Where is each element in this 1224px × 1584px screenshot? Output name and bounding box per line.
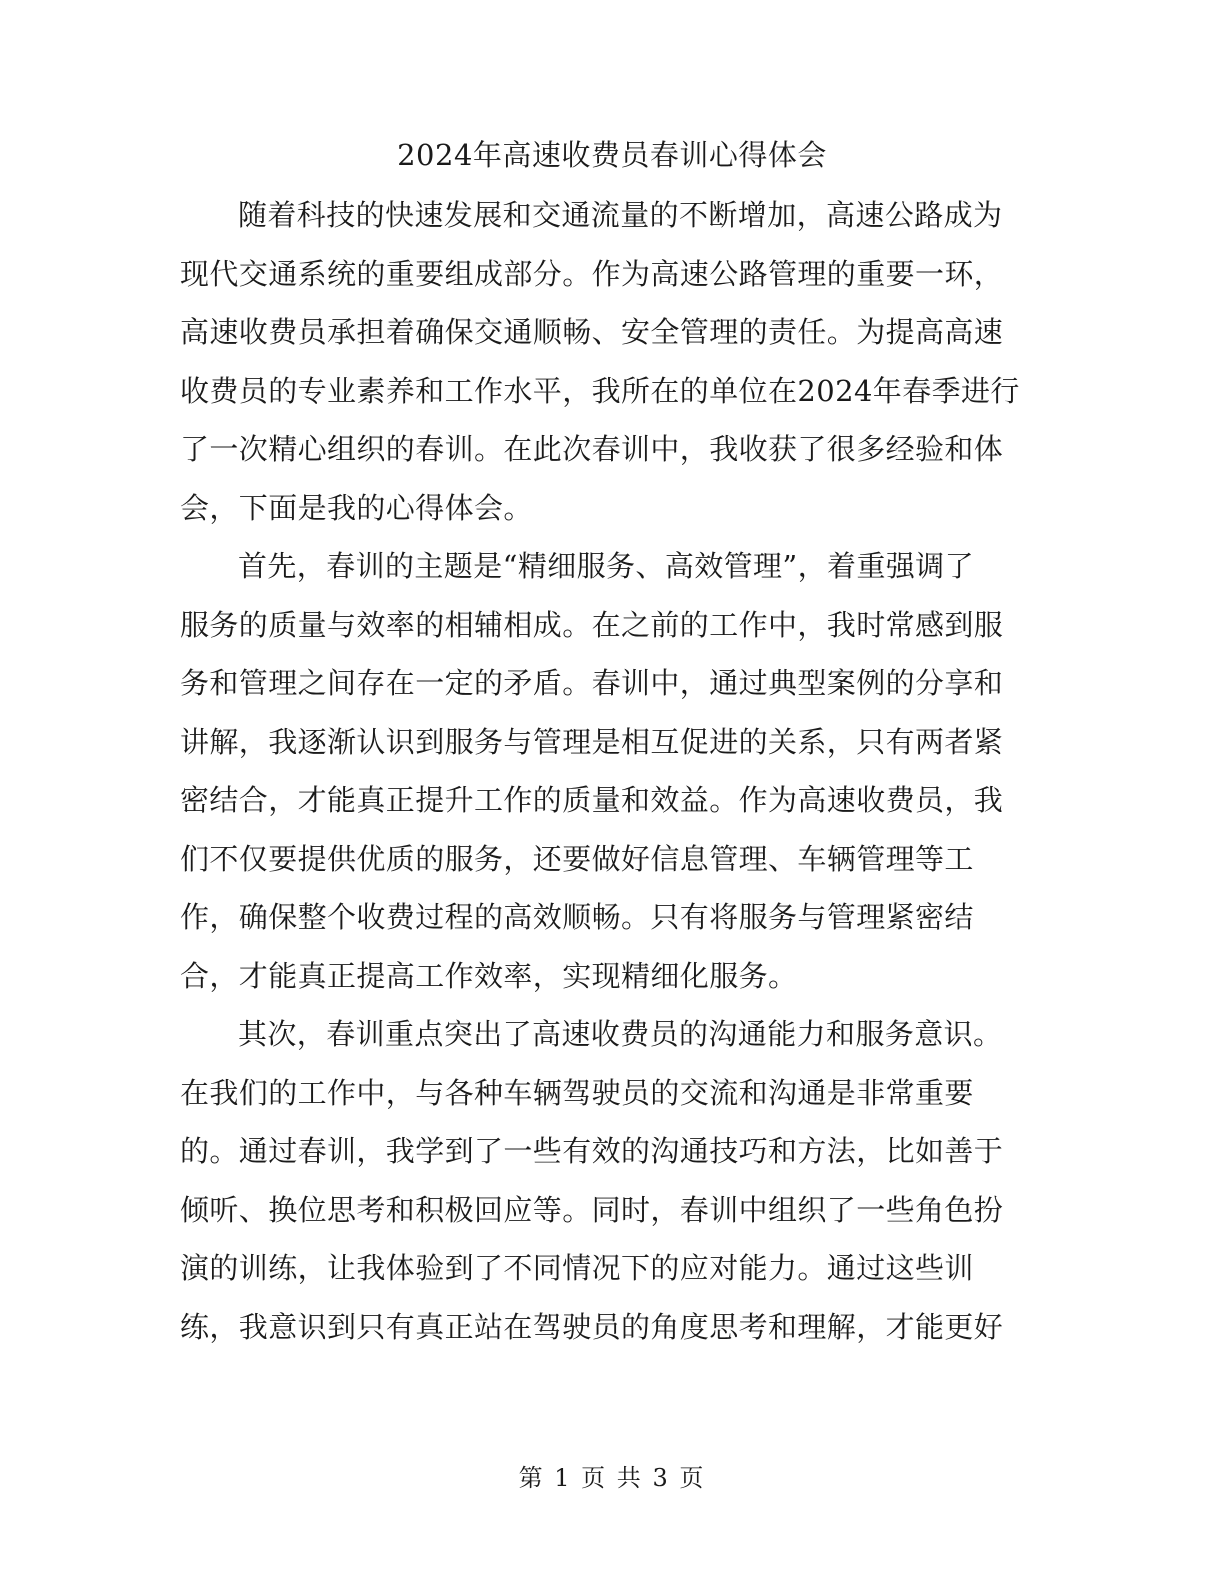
text-line: 高速收费员承担着确保交通顺畅、安全管理的责任。为提高高速 bbox=[180, 315, 1004, 349]
text-line: 作，确保整个收费过程的高效顺畅。只有将服务与管理紧密结 bbox=[180, 900, 974, 934]
text-line: 首先，春训的主题是“精细服务、高效管理”，着重强调了 bbox=[238, 549, 975, 583]
text-line: 务和管理之间存在一定的矛盾。春训中，通过典型案例的分享和 bbox=[180, 666, 1004, 700]
text-line: 现代交通系统的重要组成部分。作为高速公路管理的重要一环， bbox=[180, 256, 1004, 291]
text-line: 密结合，才能真正提升工作的质量和效益。作为高速收费员，我 bbox=[180, 783, 1004, 817]
text-line: 会，下面是我的心得体会。 bbox=[180, 490, 533, 525]
text-line: 讲解，我逐渐认识到服务与管理是相互促进的关系，只有两者紧 bbox=[180, 724, 1004, 759]
text-line: 练，我意识到只有真正站在驾驶员的角度思考和理解，才能更好 bbox=[180, 1309, 1004, 1344]
text-line: 收费员的专业素养和工作水平，我所在的单位在2024年春季进行 bbox=[180, 373, 1020, 408]
text-line: 在我们的工作中，与各种车辆驾驶员的交流和沟通是非常重要 bbox=[180, 1075, 974, 1110]
text-line: 其次，春训重点突出了高速收费员的沟通能力和服务意识。 bbox=[238, 1017, 1003, 1051]
text-line: 倾听、换位思考和积极回应等。同时，春训中组织了一些角色扮 bbox=[180, 1192, 1004, 1227]
document-body bbox=[180, 186, 1026, 1356]
text-line: 随着科技的快速发展和交通流量的不断增加，高速公路成为 bbox=[238, 198, 1003, 232]
text-line: 服务的质量与效率的相辅相成。在之前的工作中，我时常感到服 bbox=[180, 607, 1004, 642]
page-number-footer: 第 1 页 共 3 页 bbox=[518, 1464, 706, 1492]
text-line: 演的训练，让我体验到了不同情况下的应对能力。通过这些训 bbox=[180, 1251, 974, 1285]
document-title: 2024年高速收费员春训心得体会 bbox=[397, 138, 827, 172]
text-line: 们不仅要提供优质的服务，还要做好信息管理、车辆管理等工 bbox=[180, 841, 974, 876]
text-line: 合，才能真正提高工作效率，实现精细化服务。 bbox=[180, 958, 798, 993]
text-line: 的。通过春训，我学到了一些有效的沟通技巧和方法，比如善于 bbox=[180, 1134, 1004, 1168]
text-line: 了一次精心组织的春训。在此次春训中，我收获了很多经验和体 bbox=[180, 432, 1004, 466]
